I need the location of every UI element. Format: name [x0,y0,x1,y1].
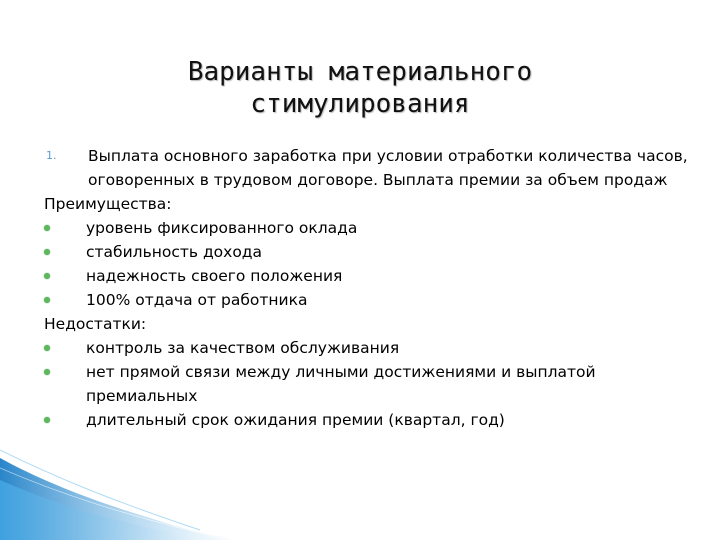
decorative-wave [0,440,240,540]
disadvantage-item: длительный срок ожидания премии (квартал, год) [86,411,505,429]
list-item [44,264,694,288]
advantages-heading: Преимущества: [44,195,172,213]
numbered-item [44,144,694,192]
title-line-1: Варианты материального [187,57,533,87]
numbered-item-text: Выплата основного заработка при условии отработки количества часов, оговоренных в трудовом договоре. Выплата премии за объем продаж [88,147,688,189]
bullet-icon [44,225,50,231]
title-line-2: стимулирования [250,89,470,119]
item-number: 1. [46,149,57,162]
bullet-icon [44,297,50,303]
slide-title [60,56,660,120]
advantage-item: надежность своего положения [86,267,343,285]
list-item [44,360,694,408]
bullet-icon [44,369,50,375]
list-item [44,216,694,240]
list-item [44,240,694,264]
list-item [44,288,694,312]
advantage-item: стабильность дохода [86,243,263,261]
slide-content [44,144,694,432]
disadvantages-heading: Недостатки: [44,315,147,333]
bullet-icon [44,417,50,423]
disadvantage-item: нет прямой связи между личными достижениями и выплатой премиальных [86,363,596,405]
bullet-icon [44,345,50,351]
bullet-icon [44,249,50,255]
list-item [44,408,694,432]
advantage-item: уровень фиксированного оклада [86,219,358,237]
disadvantage-item: контроль за качеством обслуживания [86,339,400,357]
bullet-icon [44,273,50,279]
advantage-item: 100% отдача от работника [86,291,308,309]
list-item [44,336,694,360]
